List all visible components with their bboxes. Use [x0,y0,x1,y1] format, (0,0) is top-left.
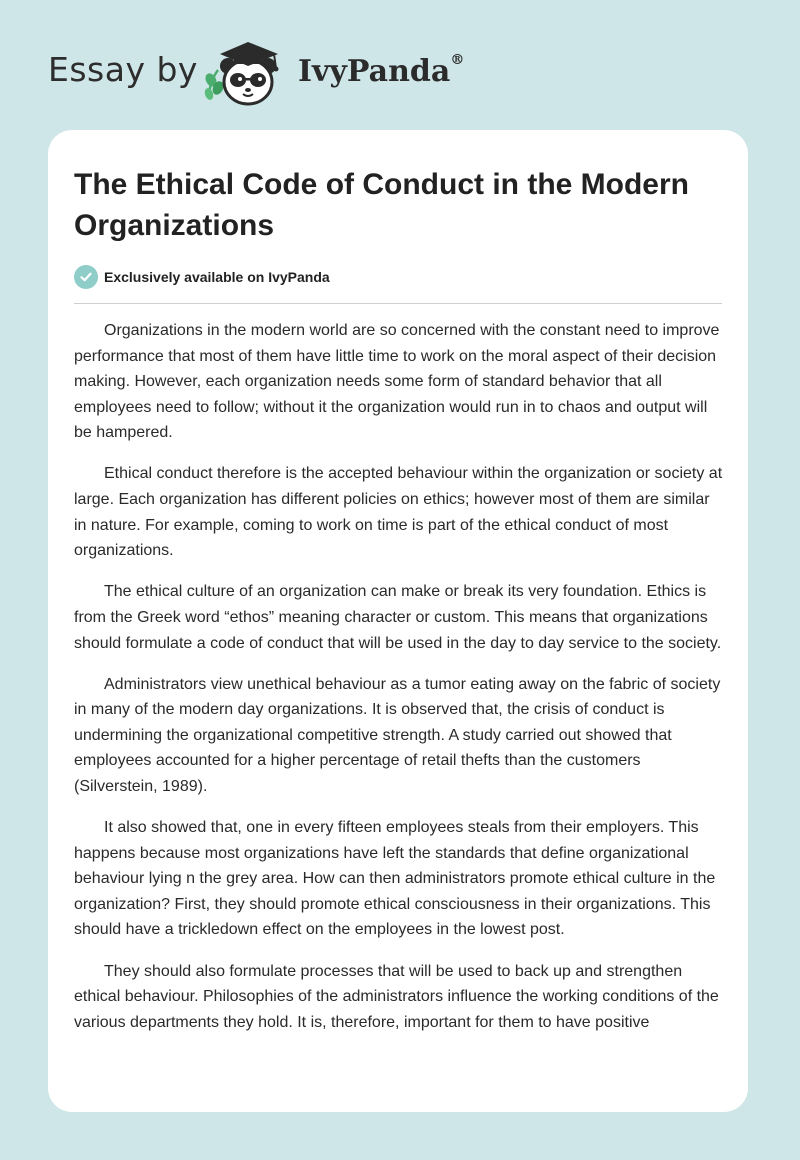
essay-paragraph: Ethical conduct therefore is the accepted behaviour within the organization or society at large. Each organization has different policies on ethics; however most of them are similar in nature. For example, coming to work on time is part of the ethical conduct of most organizations. [74,465,723,560]
essay-paragraph: They should also formulate processes that will be used to back up and strengthen ethical behaviour. Philosophies of the administrators influence the working conditions of the various departments they hold. It is, therefore, important for them to have positive [74,962,719,1031]
essay-paragraph: Administrators view unethical behaviour as a tumor eating away on the fabric of society in many of the modern day organizations. It is observed that, the crisis of conduct is undermining the organizational competitive strength. A study carried out showed that employees accounted for a higher percentage of retail thefts than the customers (Silverstein, 1989). [74,675,721,795]
essay-by-label: Essay by [48,50,198,89]
site-header [0,0,800,120]
registered-mark: ® [450,52,465,68]
exclusive-badge-label: Exclusively available on IvyPanda [104,269,330,285]
essay-paragraph: The ethical culture of an organization can make or break its very foundation. Ethics is from the Greek word “ethos” meaning character or custom. This means that organizations should formulate a code of conduct that will be used in the day to day service to the society. [74,583,722,652]
exclusive-badge [74,264,330,290]
check-circle-icon [74,265,98,289]
page-title: The Ethical Code of Conduct in the Modern Organizations [74,168,689,242]
ivypanda-logo-icon[interactable] [200,36,290,110]
essay-card [48,130,748,1112]
essay-paragraph: Organizations in the modern world are so concerned with the constant need to improve performance that most of them have little time to work on the moral aspect of their decision making. However, each organization needs some form of standard behavior that all employees need to follow; without it the organization would run in to chaos and output will be hampered. [74,322,720,442]
essay-body [74,318,726,1051]
brand-wordmark[interactable] [298,54,464,89]
title-divider [74,303,722,304]
essay-paragraph: It also showed that, one in every fifteen employees steals from their employers. This happens because most organizations have left the standards that define organizational behaviour lying n the grey area. How can then administrators promote ethical culture in the organization? First, they should promote ethical consciousness in their organizations. This should have a trickledown effect on the employees in the lowest post. [74,819,716,939]
brand-name: IvyPanda [298,54,451,89]
